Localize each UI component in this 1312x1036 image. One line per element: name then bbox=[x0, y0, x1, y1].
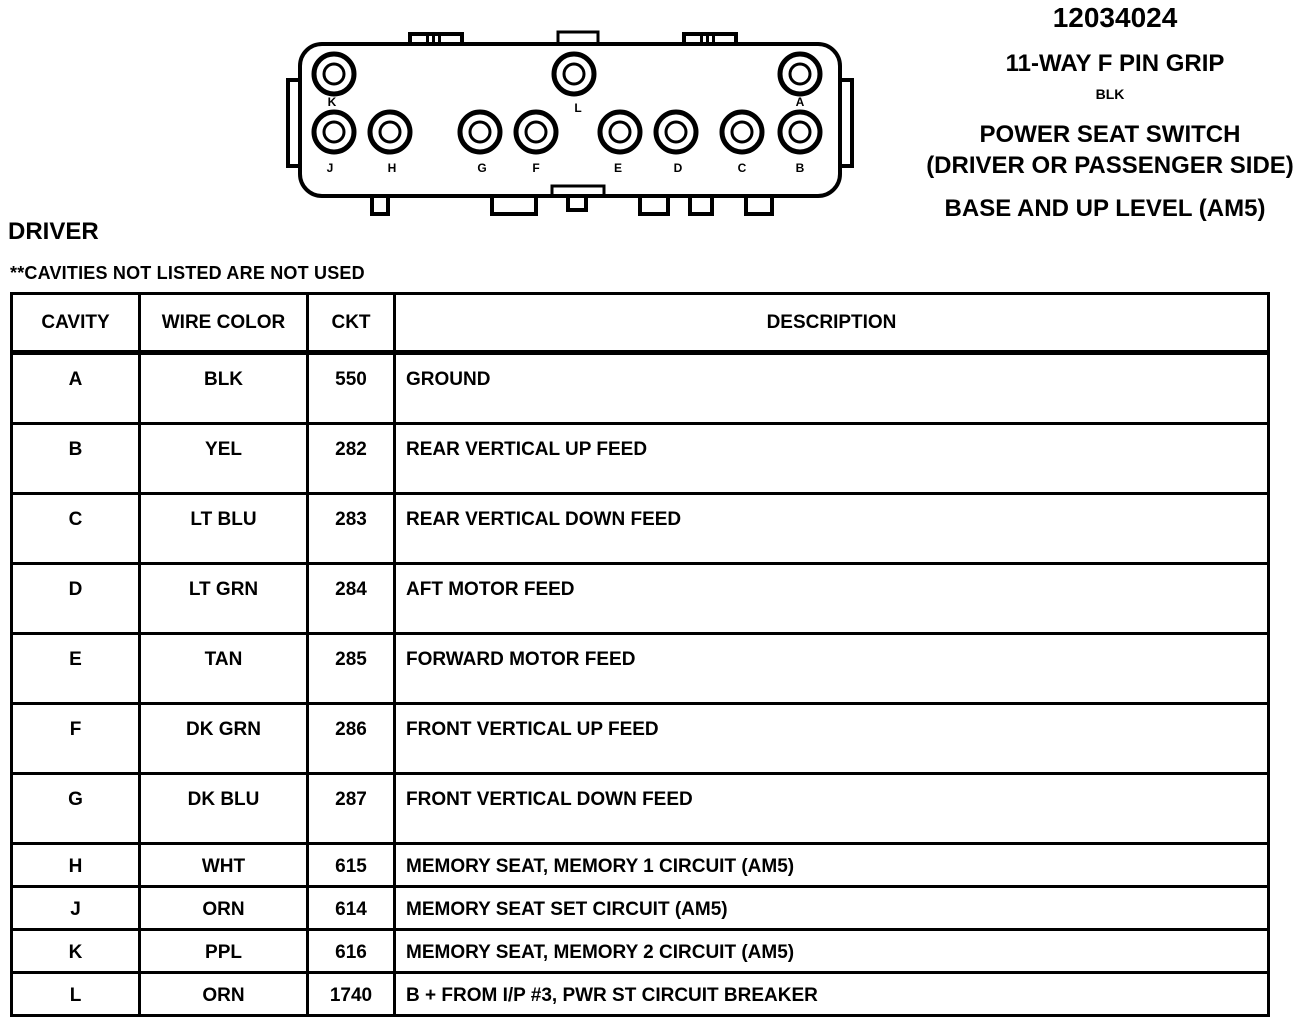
column-header-ckt: CKT bbox=[309, 295, 396, 355]
column-header-wire-color: WIRE COLOR bbox=[141, 295, 309, 355]
cell-description: MEMORY SEAT, MEMORY 1 CIRCUIT (AM5) bbox=[396, 845, 1267, 888]
table-row bbox=[13, 355, 1267, 425]
cavity-label-b: B bbox=[795, 161, 805, 175]
cell-description: B + FROM I/P #3, PWR ST CIRCUIT BREAKER bbox=[406, 985, 818, 1006]
connector-bottom-tab bbox=[746, 196, 772, 214]
cell-ckt: 616 bbox=[309, 931, 396, 974]
cavity-l-pin bbox=[554, 54, 594, 94]
cell-wire-color: TAN bbox=[141, 635, 309, 705]
cavity-k-pin bbox=[314, 54, 354, 94]
cell-description: MEMORY SEAT SET CIRCUIT (AM5) bbox=[396, 888, 1267, 931]
connector-bottom-tab bbox=[640, 196, 668, 214]
connector-color: BLK bbox=[1095, 86, 1125, 102]
cell-wire-color: DK BLU bbox=[141, 775, 309, 845]
cell-wire-color: ORN bbox=[141, 888, 309, 931]
cell-cavity: K bbox=[13, 931, 141, 974]
connector-side-tab-right bbox=[840, 80, 852, 166]
cavity-f-pin bbox=[516, 112, 556, 152]
connector-bottom-tab bbox=[372, 196, 388, 214]
column-header-cavity: CAVITY bbox=[13, 295, 141, 355]
cavity-c-pin bbox=[722, 112, 762, 152]
cavity-label-g: G bbox=[477, 161, 487, 175]
cell-description: MEMORY SEAT, MEMORY 2 CIRCUIT (AM5) bbox=[396, 931, 1267, 974]
cavity-h-pin bbox=[370, 112, 410, 152]
component-side: (DRIVER OR PASSENGER SIDE) bbox=[926, 152, 1294, 179]
cell-ckt: 287 bbox=[309, 775, 396, 845]
cell-description: AFT MOTOR FEED bbox=[396, 565, 1267, 635]
cell-ckt: 284 bbox=[309, 565, 396, 635]
cell-description: FRONT VERTICAL DOWN FEED bbox=[396, 775, 1267, 845]
connector-bottom-tab bbox=[568, 196, 586, 210]
cell-wire-color: BLK bbox=[141, 355, 309, 425]
cell-ckt: 283 bbox=[309, 495, 396, 565]
cell-cavity: D bbox=[13, 565, 141, 635]
cavity-label-j: J bbox=[326, 161, 334, 175]
cavity-b-pin bbox=[780, 112, 820, 152]
cell-cavity: L bbox=[13, 974, 141, 1014]
cell-cavity: B bbox=[13, 425, 141, 495]
cell-ckt: 1740 bbox=[309, 974, 396, 1014]
cavity-label-e: E bbox=[613, 161, 623, 175]
component-name: POWER SEAT SWITCH bbox=[979, 121, 1241, 148]
cell-cavity: C bbox=[13, 495, 141, 565]
part-number: 12034024 bbox=[1052, 2, 1178, 33]
pinout-table bbox=[10, 292, 1270, 1017]
cavity-label-f: F bbox=[532, 161, 540, 175]
cavity-a-pin bbox=[780, 54, 820, 94]
cell-wire-color: ORN bbox=[141, 974, 309, 1014]
cell-cavity: H bbox=[13, 845, 141, 888]
cavity-label-a: A bbox=[795, 95, 805, 109]
cavity-d-pin bbox=[656, 112, 696, 152]
connector-bottom-tab bbox=[690, 196, 712, 214]
cell-wire-color: WHT bbox=[141, 845, 309, 888]
cavity-j-pin bbox=[314, 112, 354, 152]
cell-wire-color: PPL bbox=[141, 931, 309, 974]
cell-ckt: 282 bbox=[309, 425, 396, 495]
cavity-g-pin bbox=[460, 112, 500, 152]
table-row bbox=[13, 845, 1267, 888]
table-row bbox=[13, 495, 1267, 565]
cell-ckt: 615 bbox=[309, 845, 396, 888]
connector-side-tab-left bbox=[288, 80, 300, 166]
cell-cavity: A bbox=[13, 355, 141, 425]
table-row bbox=[13, 775, 1267, 845]
table-row bbox=[13, 974, 1267, 1014]
table-row bbox=[13, 888, 1267, 931]
table-row bbox=[13, 565, 1267, 635]
cavity-label-l: L bbox=[574, 101, 582, 115]
cavity-label-h: H bbox=[387, 161, 397, 175]
cell-description: FRONT VERTICAL UP FEED bbox=[396, 705, 1267, 775]
cell-wire-color: LT BLU bbox=[141, 495, 309, 565]
table-row bbox=[13, 931, 1267, 974]
cell-ckt: 285 bbox=[309, 635, 396, 705]
column-header-description: DESCRIPTION bbox=[396, 295, 1267, 355]
cell-cavity: F bbox=[13, 705, 141, 775]
cell-cavity: J bbox=[13, 888, 141, 931]
table-header-row bbox=[13, 295, 1267, 355]
cavity-label-k: K bbox=[327, 95, 337, 109]
cell-wire-color: DK GRN bbox=[141, 705, 309, 775]
table-row bbox=[13, 425, 1267, 495]
cell-ckt: 614 bbox=[309, 888, 396, 931]
cell-wire-color: YEL bbox=[141, 425, 309, 495]
cell-description: REAR VERTICAL DOWN FEED bbox=[396, 495, 1267, 565]
unused-cavities-note: **CAVITIES NOT LISTED ARE NOT USED bbox=[10, 263, 365, 283]
component-level: BASE AND UP LEVEL (AM5) bbox=[944, 195, 1266, 222]
table-row bbox=[13, 705, 1267, 775]
cell-cavity: E bbox=[13, 635, 141, 705]
cell-description: FORWARD MOTOR FEED bbox=[396, 635, 1267, 705]
cell-description: GROUND bbox=[396, 355, 1267, 425]
cavity-label-c: C bbox=[737, 161, 747, 175]
cell-wire-color: LT GRN bbox=[141, 565, 309, 635]
cell-cavity: G bbox=[13, 775, 141, 845]
connector-type: 11-WAY F PIN GRIP bbox=[1005, 50, 1225, 77]
cell-ckt: 286 bbox=[309, 705, 396, 775]
connector-face-diagram bbox=[280, 28, 860, 228]
cavity-e-pin bbox=[600, 112, 640, 152]
table-row bbox=[13, 635, 1267, 705]
connector-bottom-tab bbox=[492, 196, 536, 214]
cavity-label-d: D bbox=[673, 161, 683, 175]
section-title: DRIVER bbox=[8, 218, 99, 245]
cell-description: REAR VERTICAL UP FEED bbox=[396, 425, 1267, 495]
cell-ckt: 550 bbox=[309, 355, 396, 425]
